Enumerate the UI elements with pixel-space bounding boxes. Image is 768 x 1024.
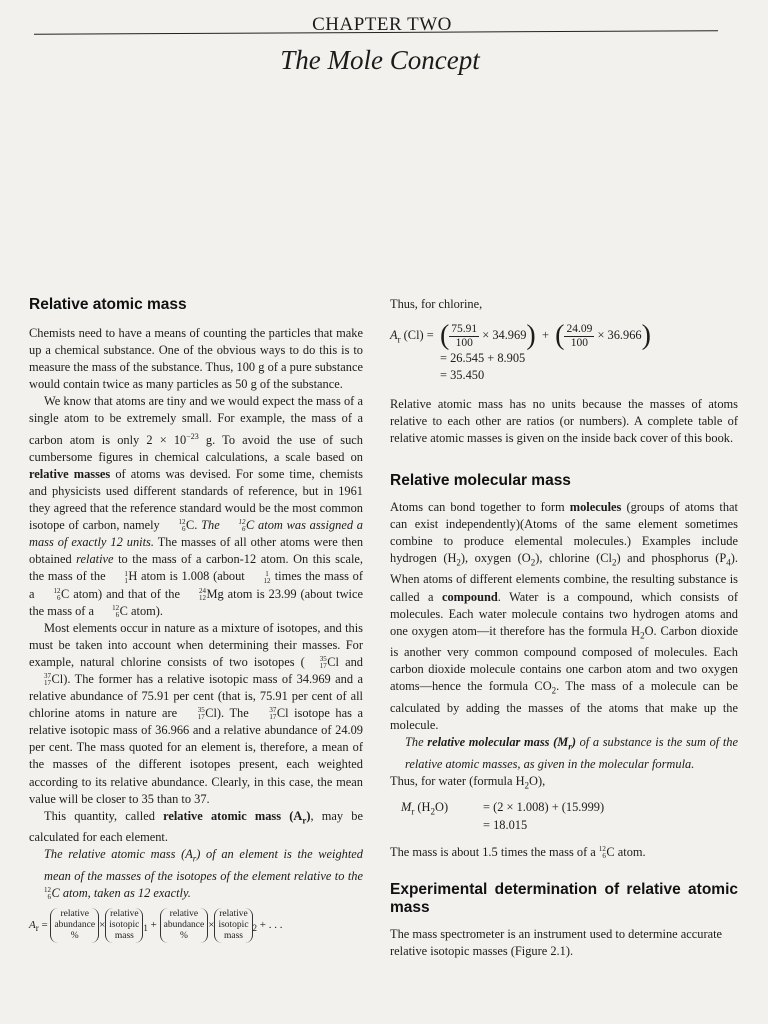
chapter-title: The Mole Concept bbox=[280, 45, 480, 75]
isotope-notation: 12 6 bbox=[178, 518, 186, 534]
definition-relative-molecular-mass: The relative molecular mass $(M_r)$ of a substance is the sum of the relative atomic masses, as given in the molecular formula. bbox=[405, 735, 739, 771]
paragraph-mass-spectrometer: The mass spectrometer is an instrument used to determine accurate relative isotopic masses (Figure 2.1). bbox=[390, 926, 723, 958]
heading-relative-atomic-mass: Relative atomic mass bbox=[29, 296, 187, 313]
paragraph-tiny-atoms: We know that atoms are tiny and we would expect the mass of a single atom to be extremely small. For example, the mass of a carbon atom is only $2 \times 10^{-23}$ g. To avoid the use of such cumbersome figures in chemical calculations, a scale based on relative masses of atoms was devised. For some time, chemists and physicists used different standards of reference, but in 1961 they agreed that the reference standard would be the most common isotope of carbon, namely 12 6 C. The 12 6 C atom was assigned a mass of exactly 12 units. The masses of all other atoms were then obtained relative to the mass of a carbon-12 atom. On this scale, the mass of the 1 1 H atom is 1.008 (about 1 12 times the mass of a 12 6 C atom) and that of the 24 12 Mg atom is 23.99 (about twice the mass of a 12 6 C atom). bbox=[29, 394, 364, 619]
formula-relative-atomic-mass: $A_r$ = relative abundance %×relative isotopic mass$_1$ + relative abundance %×relative isotopic mass$_2$ + . . . bbox=[29, 909, 283, 942]
heading-experimental-determination: Experimental determination of relative atomic mass bbox=[390, 880, 738, 916]
paragraph-no-units: Relative atomic mass has no units because the masses of atoms relative to each other are ratios (or numbers). A complete table of relative atomic masses is given on the inside back cover of this book. bbox=[390, 397, 738, 446]
paragraph-mass-ratio: The mass is about 1.5 times the mass of a 12 6 C atom. bbox=[390, 844, 646, 860]
thus-chlorine: Thus, for chlorine, bbox=[390, 297, 483, 311]
heading-relative-molecular-mass: Relative molecular mass bbox=[390, 471, 571, 489]
paragraph-molecules: Atoms can bond together to form molecules (groups of atoms that can exist independently)(Atoms of the same element sometimes combine to produce elemental molecules.) Examples include hydrogen $(H_2)$, oxygen $(O_2)$, chlorine $(Cl_2)$ and phosphorus $(P_4)$. When atoms of different elements combine, the resulting substance is called a compound. Water is a compound, which consists of molecules. Each water molecule contains two hydrogen atoms and one oxygen atom—it therefore has the formula $H_2O$. Carbon dioxide is another very common compound composed of molecules. Each carbon dioxide molecule contains one carbon atom and two oxygen atoms—hence the formula $CO_2$. The mass of a molecule can be calculated by adding the masses of the atoms that make up the molecule. bbox=[390, 499, 738, 733]
paragraph-isotopes: Most elements occur in nature as a mixture of isotopes, and this must be taken into account when determining their masses. For example, natural chlorine consists of two isotopes ( 35 17 Cl and 37 17 Cl). The former has a relative isotopic mass of 34.969 and a relative abundance of 75.91 per cent (that is, 75.91 per cent of all chlorine atoms in nature are 35 17 Cl). The 37 17 Cl isotope has a relative isotopic mass of 36.966 and a relative abundance of 24.09 per cent. The mass quoted for an element is, therefore, a mean of the masses of the different isotopes present, each weighted according to its relative abundance. Clearly, in this case, the mean value will be closer to 35 than to 37. bbox=[29, 620, 364, 806]
paragraph-quantity: This quantity, called relative atomic mass $(A_r)$, may be calculated for each element. bbox=[29, 808, 363, 845]
paragraph-counting: Chemists need to have a means of counting the particles that make up a chemical substance. One of the obvious ways to do this is to measure the mass of the substance. Thus, 100 g of a pure substance would contain twice as many particles as 50 g of the substance. bbox=[29, 326, 363, 392]
chlorine-calculation: $A_r$ (Cl) = ( $\frac{75.91}{100}$ × 34.969) + ( $\frac{24.09}{100}$ × 36.966) bbox=[390, 320, 651, 352]
thus-water: Thus, for water (formula $H_2O$), bbox=[390, 773, 546, 791]
water-calculation: $M_r$ $(H_2O)$ = (2 × 1.008) + (15.999) = 18.015 bbox=[401, 800, 605, 832]
left-column bbox=[29, 296, 363, 943]
chapter-label: CHAPTER TWO bbox=[312, 14, 452, 35]
definition-relative-atomic-mass: The relative atomic mass $(A_r)$ of an element is the weighted mean of the masses of the isotopes of the element relative to the 12 6 C atom, taken as 12 exactly. bbox=[44, 847, 363, 902]
chlorine-steps: = 26.545 + 8.905 = 35.450 bbox=[440, 351, 526, 383]
right-column bbox=[390, 296, 738, 960]
